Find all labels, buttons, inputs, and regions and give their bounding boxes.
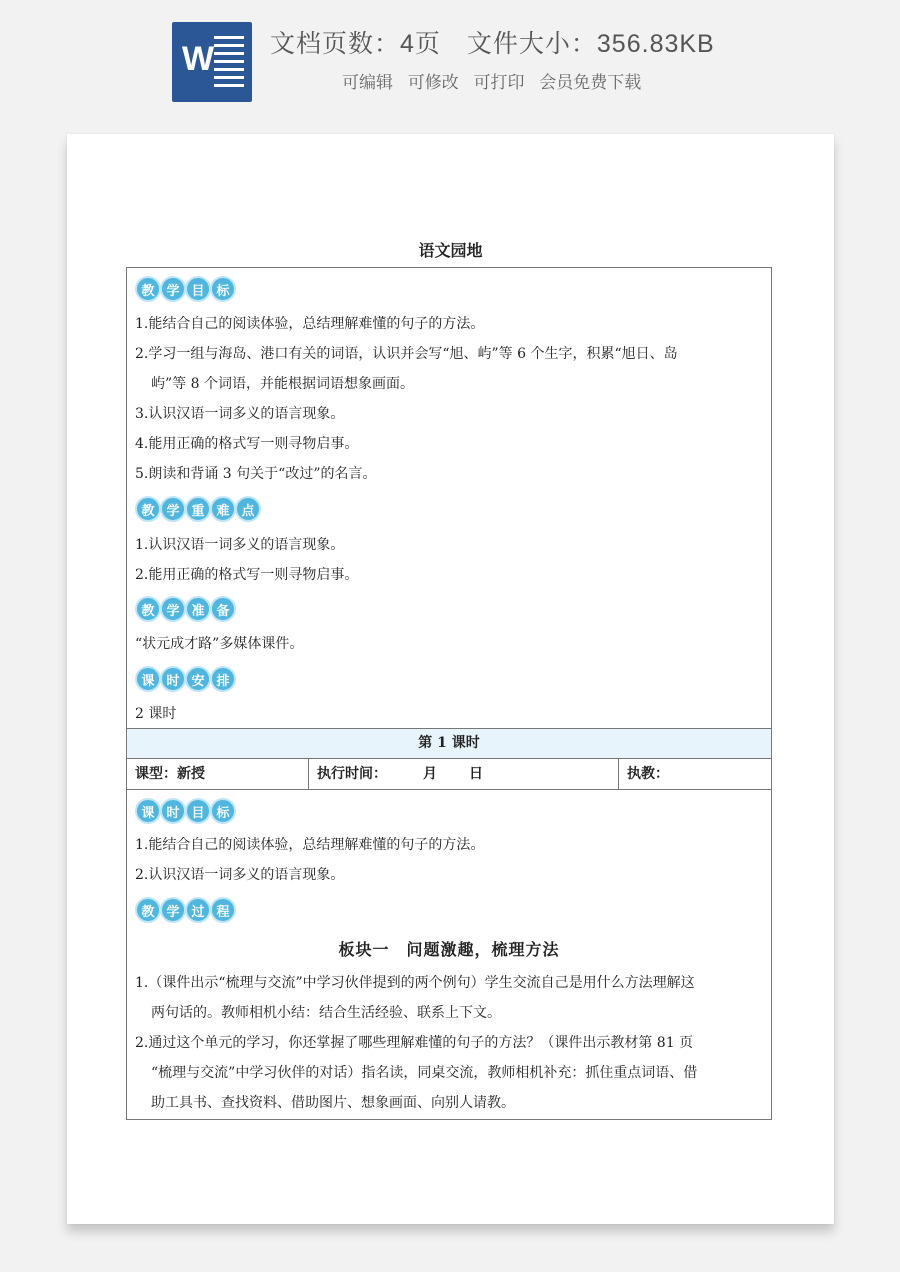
objective-item: 5.朗读和背诵 3 句关于“改过”的名言。 xyxy=(135,466,377,482)
objectives-heading: 教 学 目 标 xyxy=(135,276,235,302)
key-point-item: 2.能用正确的格式写一则寻物启事。 xyxy=(135,567,359,583)
process-heading: 教 学 过 程 xyxy=(135,897,235,923)
period-meta-row xyxy=(127,759,771,790)
process-item: 1.（课件出示“梳理与交流”中学习伙伴提到的两个例句）学生交流自己是用什么方法理解这 xyxy=(135,975,695,991)
objective-item: 1.能结合自己的阅读体验，总结理解难懂的句子的方法。 xyxy=(135,316,485,332)
word-document-icon: W xyxy=(172,22,252,102)
file-size: 文件大小：356.83KB xyxy=(466,30,715,58)
download-banner xyxy=(0,0,900,120)
period-title: 第 1 课时 xyxy=(127,728,771,759)
preparation-item: “状元成才路”多媒体课件。 xyxy=(135,636,304,652)
schedule-heading: 课 时 安 排 xyxy=(135,666,235,692)
process-item: 两句话的。教师相机小结：结合生活经验、联系上下文。 xyxy=(151,1005,501,1021)
feature-printable: 可打印 xyxy=(473,73,525,92)
overview-section xyxy=(127,268,771,728)
key-point-item: 1.认识汉语一词多义的语言现象。 xyxy=(135,537,345,553)
page-count: 文档页数：4页 xyxy=(270,30,441,58)
process-item: 2.通过这个单元的学习，你还掌握了哪些理解难懂的句子的方法？（课件出示教材第 81 页 xyxy=(135,1035,694,1051)
teacher-field: 执教： xyxy=(627,766,669,782)
schedule-item: 2 课时 xyxy=(135,706,177,722)
objective-item: 3.认识汉语一词多义的语言现象。 xyxy=(135,406,345,422)
preparation-heading: 教 学 准 备 xyxy=(135,596,235,622)
section-title: 板块一 问题激趣，梳理方法 xyxy=(338,940,560,959)
objective-item: 2.学习一组与海岛、港口有关的词语，认识并会写“旭、屿”等 6 个生字，积累“旭日、岛 xyxy=(135,346,678,362)
page-title: 语文园地 xyxy=(418,241,483,260)
feature-member-download: 会员免费下载 xyxy=(539,73,642,92)
key-points-heading: 教 学 重 难 点 xyxy=(135,496,260,522)
period-goal-item: 1.能结合自己的阅读体验，总结理解难懂的句子的方法。 xyxy=(135,837,485,853)
feature-list xyxy=(342,68,651,93)
period-goal-item: 2.认识汉语一词多义的语言现象。 xyxy=(135,867,345,883)
objective-item: 4.能用正确的格式写一则寻物启事。 xyxy=(135,436,359,452)
process-item: “梳理与交流”中学习伙伴的对话）指名读，同桌交流，教师相机补充：抓住重点词语、借 xyxy=(151,1065,698,1081)
lesson-plan-table xyxy=(126,267,772,1120)
feature-modifiable: 可修改 xyxy=(407,73,459,92)
process-item: 助工具书、查找资料、借助图片、想象画面、向别人请教。 xyxy=(151,1095,515,1111)
feature-editable: 可编辑 xyxy=(342,73,393,92)
period-goals-heading: 课 时 目 标 xyxy=(135,798,235,824)
objective-item: 屿”等 8 个词语，并能根据词语想象画面。 xyxy=(151,376,414,392)
document-page xyxy=(67,134,834,1224)
document-info xyxy=(270,24,715,60)
execution-time: 执行时间： 月 日 xyxy=(309,759,619,789)
lesson-type: 课型：新授 xyxy=(127,759,309,789)
